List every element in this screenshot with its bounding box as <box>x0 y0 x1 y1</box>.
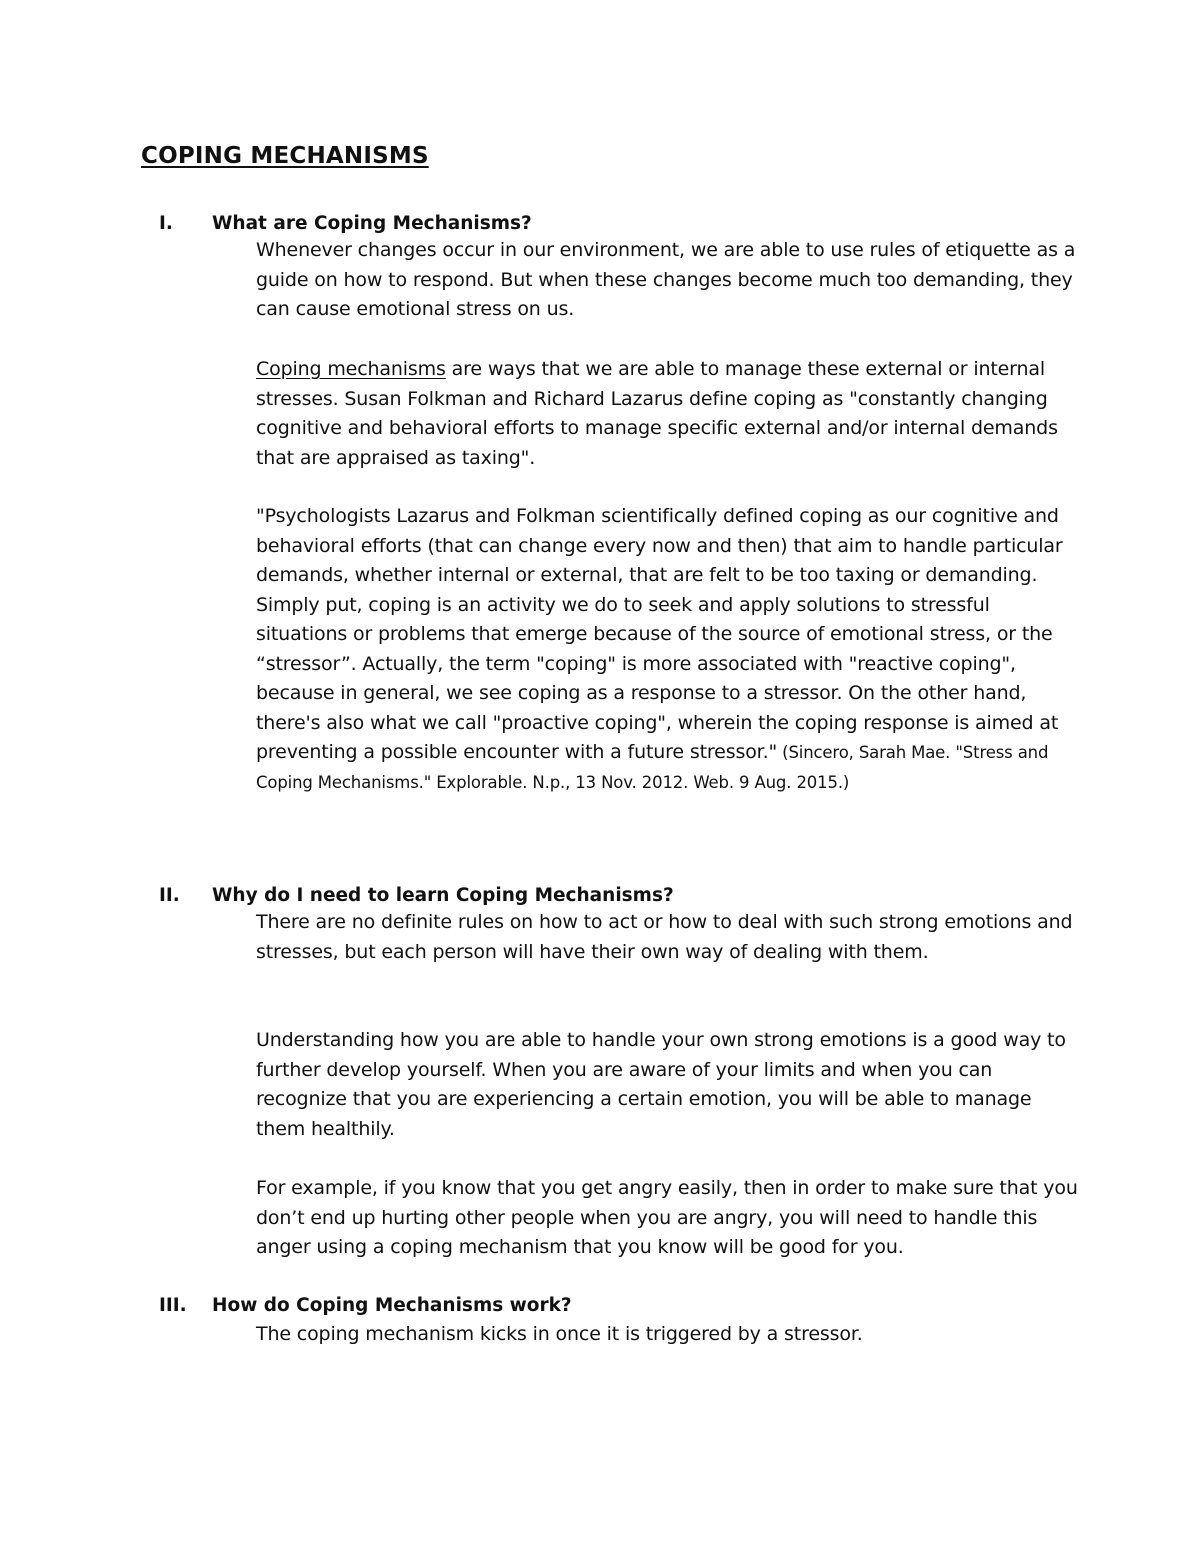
section-2-paragraph-1: There are no definite rules on how to act or how to deal with such strong emotions and stresses, but each person will have their own way of dealing with them. <box>256 911 1073 963</box>
section-3-question: How do Coping Mechanisms work? <box>212 1295 572 1316</box>
document-title: COPING MECHANISMS <box>141 143 429 169</box>
section-2-question: Why do I need to learn Coping Mechanisms? <box>212 885 674 906</box>
section-1-number: I. <box>159 213 173 234</box>
section-2-paragraph-2: Understanding how you are able to handle your own strong emotions is a good way to further develop yourself. When you are aware of your limits and when you can recognize that you are experiencing a certain emotion, you will be able to manage them healthily. <box>256 1029 1066 1140</box>
section-3-paragraph-1: The coping mechanism kicks in once it is triggered by a stressor. <box>256 1323 863 1345</box>
sincero-citation: (Sincero, Sarah Mae. "Stress and Coping Mechanisms." Explorable. N.p., 13 Nov. 2012. Web. 9 Aug. 2015.) <box>256 743 1049 792</box>
coping-mechanisms-term: Coping mechanisms <box>256 358 446 380</box>
section-2-paragraph-3: For example, if you know that you get angry easily, then in order to make sure that you don’t end up hurting other people when you are angry, you will need to handle this anger using a coping mechanism that you know will be good for you. <box>256 1177 1078 1258</box>
section-2-number: II. <box>159 885 180 906</box>
section-1-question: What are Coping Mechanisms? <box>212 213 532 234</box>
section-3-number: III. <box>159 1295 187 1316</box>
section-1-paragraph-2-text: are ways that we are able to manage these external or internal stresses. Susan Folkman and Richard Lazarus define coping as "constantly changing cognitive and behavioral efforts to manage specific external and/or internal demands that are appraised as taxing". <box>256 358 1058 469</box>
section-1-paragraph-1: Whenever changes occur in our environment, we are able to use rules of etiquette as a guide on how to respond. But when these changes become much too demanding, they can cause emotional stress on us. <box>256 239 1076 320</box>
section-1-paragraph-3 <box>256 502 1086 797</box>
sincero-quote: "Psychologists Lazarus and Folkman scientifically defined coping as our cognitive and behavioral efforts (that can change every now and then) that aim to handle particular demands, whether internal or external, that are felt to be too taxing or demanding. Simply put, coping is an activity we do to seek and apply solutions to stressful situations or problems that emerge because of the source of emotional stress, or the “stressor”. Actually, the term "coping" is more associated with "reactive coping", because in general, we see coping as a response to a stressor. On the other hand, there's also what we call "proactive coping", wherein the coping response is aimed at preventing a possible encounter with a future stressor." <box>256 505 1063 763</box>
section-1-paragraph-2 <box>256 355 1086 473</box>
